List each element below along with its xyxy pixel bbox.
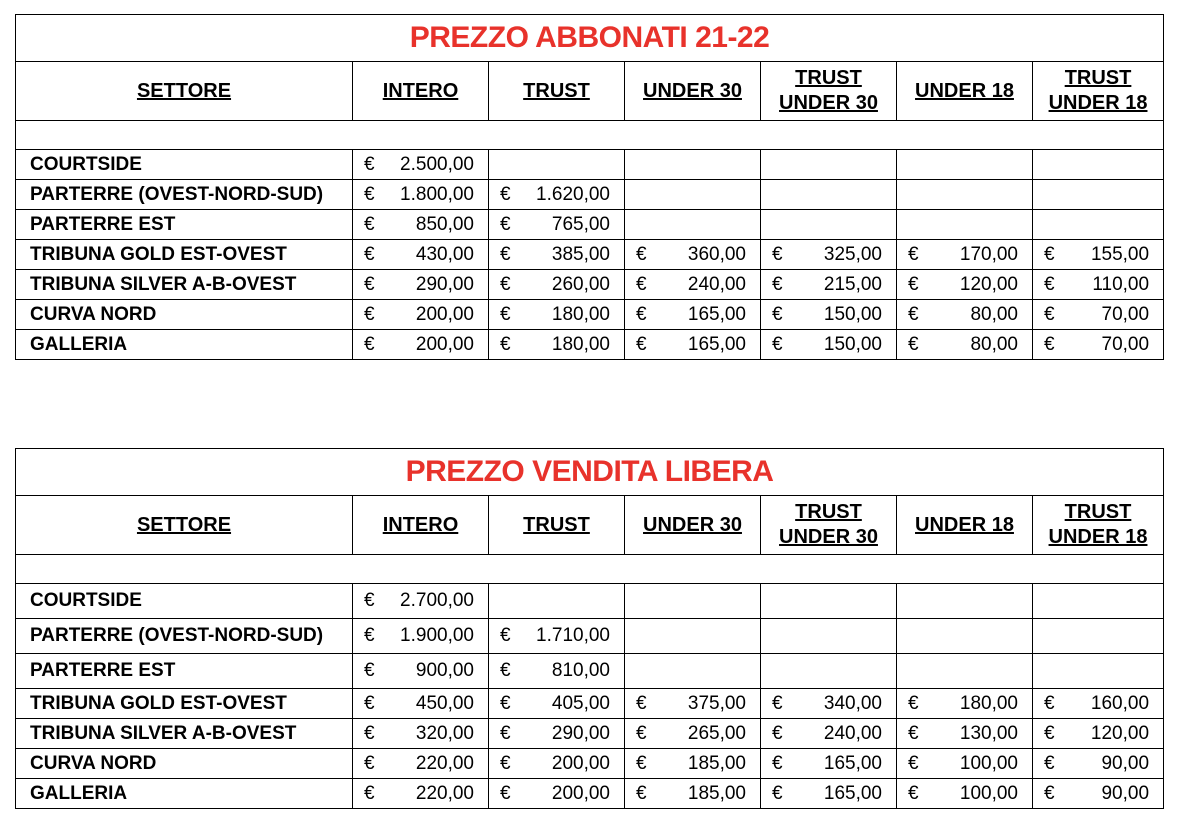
- price-amount: 765,00: [551, 213, 610, 235]
- price-amount: 200,00: [415, 333, 474, 355]
- table-row: [16, 749, 1164, 779]
- price-cell-intero: [353, 150, 489, 180]
- price-cell-trust-under-18: [1033, 240, 1164, 270]
- price-amount: 165,00: [823, 752, 882, 774]
- price-amount: 360,00: [687, 243, 746, 265]
- price-cell-under-30: [625, 749, 761, 779]
- price-cell-under-18: [897, 619, 1033, 654]
- euro-symbol: €: [1044, 243, 1055, 265]
- price-amount: 430,00: [415, 243, 474, 265]
- euro-symbol: €: [364, 243, 375, 265]
- price-cell-trust-under-30: [761, 749, 897, 779]
- price-cell-under-30: [625, 619, 761, 654]
- price-cell-trust-under-30: [761, 270, 897, 300]
- price-amount: 90,00: [1101, 752, 1150, 774]
- sector-name: TRIBUNA SILVER A-B-OVEST: [16, 719, 353, 749]
- price-amount: 90,00: [1101, 782, 1150, 804]
- euro-symbol: €: [1044, 722, 1055, 744]
- price-cell-trust: [489, 180, 625, 210]
- euro-symbol: €: [500, 243, 511, 265]
- price-cell-trust-under-18: [1033, 689, 1164, 719]
- euro-symbol: €: [908, 752, 919, 774]
- price-amount: 170,00: [959, 243, 1018, 265]
- price-cell-trust-under-18: [1033, 300, 1164, 330]
- price-cell-under-30: [625, 300, 761, 330]
- price-amount: 1.710,00: [536, 625, 610, 646]
- table-row: [16, 619, 1164, 654]
- price-cell-intero: [353, 330, 489, 360]
- subscriber-price-table: [15, 14, 1164, 360]
- price-amount: 165,00: [687, 333, 746, 355]
- sector-name: PARTERRE (OVEST-NORD-SUD): [16, 180, 353, 210]
- price-cell-trust-under-18: [1033, 210, 1164, 240]
- price-cell-trust: [489, 619, 625, 654]
- price-cell-trust-under-18: [1033, 749, 1164, 779]
- price-cell-trust-under-18: [1033, 180, 1164, 210]
- price-amount: 70,00: [1101, 303, 1150, 325]
- price-cell-trust: [489, 270, 625, 300]
- price-cell-trust: [489, 654, 625, 689]
- price-cell-under-30: [625, 779, 761, 809]
- column-header-sector: SETTORE: [16, 62, 353, 121]
- column-header-row: [16, 62, 1164, 121]
- euro-symbol: €: [500, 692, 511, 714]
- price-cell-intero: [353, 779, 489, 809]
- euro-symbol: €: [364, 333, 375, 355]
- euro-symbol: €: [908, 273, 919, 295]
- price-cell-under-18: [897, 150, 1033, 180]
- price-cell-trust: [489, 779, 625, 809]
- price-amount: 2.500,00: [400, 153, 474, 175]
- column-header-under-18: UNDER 18: [897, 496, 1033, 555]
- price-amount: 220,00: [415, 752, 474, 774]
- price-cell-trust-under-18: [1033, 330, 1164, 360]
- price-amount: 200,00: [551, 782, 610, 804]
- sector-name: CURVA NORD: [16, 300, 353, 330]
- euro-symbol: €: [364, 692, 375, 714]
- column-header-intero: INTERO: [353, 62, 489, 121]
- price-cell-intero: [353, 654, 489, 689]
- price-cell-under-18: [897, 584, 1033, 619]
- price-cell-under-18: [897, 300, 1033, 330]
- price-cell-trust-under-30: [761, 719, 897, 749]
- price-cell-trust-under-30: [761, 654, 897, 689]
- euro-symbol: €: [908, 782, 919, 804]
- column-header-sector: SETTORE: [16, 496, 353, 555]
- price-amount: 1.900,00: [400, 625, 474, 646]
- euro-symbol: €: [500, 183, 511, 205]
- price-cell-under-30: [625, 654, 761, 689]
- price-cell-under-18: [897, 240, 1033, 270]
- price-cell-trust-under-30: [761, 180, 897, 210]
- column-header-trust-under-30: TRUST UNDER 30: [761, 496, 897, 555]
- price-cell-under-18: [897, 270, 1033, 300]
- price-amount: 100,00: [959, 782, 1018, 804]
- price-cell-under-30: [625, 330, 761, 360]
- price-amount: 80,00: [970, 333, 1018, 355]
- euro-symbol: €: [364, 590, 375, 611]
- euro-symbol: €: [908, 333, 919, 355]
- table-row: [16, 584, 1164, 619]
- euro-symbol: €: [364, 625, 375, 646]
- euro-symbol: €: [364, 273, 375, 295]
- euro-symbol: €: [1044, 333, 1055, 355]
- price-amount: 265,00: [687, 722, 746, 744]
- price-amount: 80,00: [970, 303, 1018, 325]
- price-cell-trust: [489, 240, 625, 270]
- price-cell-trust-under-30: [761, 779, 897, 809]
- price-amount: 130,00: [959, 722, 1018, 744]
- price-cell-under-30: [625, 180, 761, 210]
- sector-name: TRIBUNA GOLD EST-OVEST: [16, 689, 353, 719]
- euro-symbol: €: [364, 722, 375, 744]
- euro-symbol: €: [364, 303, 375, 325]
- price-amount: 185,00: [687, 782, 746, 804]
- column-header-trust-under-18: TRUST UNDER 18: [1033, 62, 1164, 121]
- price-amount: 200,00: [551, 752, 610, 774]
- euro-symbol: €: [636, 722, 647, 744]
- price-cell-trust-under-30: [761, 240, 897, 270]
- price-cell-under-18: [897, 719, 1033, 749]
- price-cell-intero: [353, 180, 489, 210]
- euro-symbol: €: [364, 782, 375, 804]
- column-header-under-18: UNDER 18: [897, 62, 1033, 121]
- table-row: [16, 210, 1164, 240]
- sector-name: GALLERIA: [16, 330, 353, 360]
- price-cell-trust: [489, 150, 625, 180]
- sector-name: PARTERRE (OVEST-NORD-SUD): [16, 619, 353, 654]
- price-amount: 180,00: [551, 303, 610, 325]
- price-amount: 165,00: [687, 303, 746, 325]
- column-header-trust: TRUST: [489, 496, 625, 555]
- price-cell-trust-under-18: [1033, 270, 1164, 300]
- spacer-row: [16, 121, 1164, 150]
- euro-symbol: €: [500, 660, 511, 681]
- spacer-row: [16, 555, 1164, 584]
- price-cell-under-30: [625, 584, 761, 619]
- price-amount: 1.620,00: [536, 183, 610, 205]
- price-amount: 155,00: [1090, 243, 1150, 265]
- euro-symbol: €: [908, 722, 919, 744]
- table-row: [16, 719, 1164, 749]
- euro-symbol: €: [908, 243, 919, 265]
- euro-symbol: €: [364, 752, 375, 774]
- price-cell-trust-under-30: [761, 150, 897, 180]
- price-amount: 340,00: [823, 692, 882, 714]
- euro-symbol: €: [636, 752, 647, 774]
- table-row: [16, 180, 1164, 210]
- price-cell-trust: [489, 584, 625, 619]
- euro-symbol: €: [636, 692, 647, 714]
- price-cell-intero: [353, 689, 489, 719]
- sector-name: GALLERIA: [16, 779, 353, 809]
- sector-name: COURTSIDE: [16, 150, 353, 180]
- euro-symbol: €: [1044, 273, 1055, 295]
- price-amount: 150,00: [823, 333, 882, 355]
- sector-name: CURVA NORD: [16, 749, 353, 779]
- price-amount: 160,00: [1090, 692, 1150, 714]
- price-amount: 450,00: [415, 692, 474, 714]
- euro-symbol: €: [500, 782, 511, 804]
- price-cell-under-18: [897, 210, 1033, 240]
- price-amount: 290,00: [551, 722, 610, 744]
- price-amount: 180,00: [959, 692, 1018, 714]
- table-row: [16, 270, 1164, 300]
- price-amount: 120,00: [1090, 722, 1150, 744]
- euro-symbol: €: [500, 273, 511, 295]
- price-cell-trust: [489, 749, 625, 779]
- price-cell-under-18: [897, 180, 1033, 210]
- euro-symbol: €: [500, 333, 511, 355]
- price-cell-intero: [353, 619, 489, 654]
- column-header-trust-under-18: TRUST UNDER 18: [1033, 496, 1164, 555]
- euro-symbol: €: [1044, 752, 1055, 774]
- price-amount: 405,00: [551, 692, 610, 714]
- column-header-row: [16, 496, 1164, 555]
- euro-symbol: €: [636, 273, 647, 295]
- price-cell-under-30: [625, 210, 761, 240]
- price-amount: 850,00: [415, 213, 474, 235]
- price-cell-trust-under-30: [761, 689, 897, 719]
- sector-name: TRIBUNA GOLD EST-OVEST: [16, 240, 353, 270]
- price-amount: 220,00: [415, 782, 474, 804]
- table-row: [16, 654, 1164, 689]
- price-amount: 385,00: [551, 243, 610, 265]
- price-amount: 240,00: [687, 273, 746, 295]
- price-amount: 260,00: [551, 273, 610, 295]
- sector-name: PARTERRE EST: [16, 654, 353, 689]
- table-title: PREZZO VENDITA LIBERA: [16, 449, 1164, 496]
- table-row: [16, 300, 1164, 330]
- price-cell-trust-under-30: [761, 210, 897, 240]
- price-amount: 110,00: [1092, 273, 1150, 295]
- price-amount: 150,00: [823, 303, 882, 325]
- price-cell-intero: [353, 584, 489, 619]
- euro-symbol: €: [500, 303, 511, 325]
- euro-symbol: €: [908, 303, 919, 325]
- price-cell-trust: [489, 719, 625, 749]
- euro-symbol: €: [772, 243, 783, 265]
- table-row: [16, 689, 1164, 719]
- table-row: [16, 330, 1164, 360]
- price-amount: 100,00: [959, 752, 1018, 774]
- price-cell-under-18: [897, 654, 1033, 689]
- price-cell-trust-under-18: [1033, 654, 1164, 689]
- euro-symbol: €: [364, 153, 375, 175]
- euro-symbol: €: [636, 243, 647, 265]
- price-cell-trust-under-30: [761, 300, 897, 330]
- table-row: [16, 240, 1164, 270]
- euro-symbol: €: [772, 782, 783, 804]
- price-cell-under-18: [897, 749, 1033, 779]
- price-cell-under-30: [625, 150, 761, 180]
- euro-symbol: €: [772, 333, 783, 355]
- table-title: PREZZO ABBONATI 21-22: [16, 15, 1164, 62]
- price-cell-under-18: [897, 330, 1033, 360]
- free-sale-price-table: [15, 448, 1164, 809]
- euro-symbol: €: [772, 722, 783, 744]
- price-cell-under-30: [625, 719, 761, 749]
- table-row: [16, 150, 1164, 180]
- euro-symbol: €: [636, 333, 647, 355]
- price-amount: 200,00: [415, 303, 474, 325]
- column-header-under-30: UNDER 30: [625, 62, 761, 121]
- euro-symbol: €: [772, 303, 783, 325]
- price-cell-trust-under-18: [1033, 584, 1164, 619]
- price-cell-trust-under-18: [1033, 619, 1164, 654]
- euro-symbol: €: [636, 782, 647, 804]
- price-amount: 165,00: [823, 782, 882, 804]
- price-amount: 900,00: [415, 660, 474, 681]
- price-amount: 215,00: [823, 273, 882, 295]
- euro-symbol: €: [772, 692, 783, 714]
- euro-symbol: €: [1044, 303, 1055, 325]
- euro-symbol: €: [500, 722, 511, 744]
- price-amount: 240,00: [823, 722, 882, 744]
- price-cell-under-30: [625, 240, 761, 270]
- euro-symbol: €: [772, 273, 783, 295]
- euro-symbol: €: [364, 660, 375, 681]
- column-header-under-30: UNDER 30: [625, 496, 761, 555]
- price-cell-under-30: [625, 270, 761, 300]
- euro-symbol: €: [772, 752, 783, 774]
- column-header-trust-under-30: TRUST UNDER 30: [761, 62, 897, 121]
- price-cell-under-30: [625, 689, 761, 719]
- table-row: [16, 779, 1164, 809]
- euro-symbol: €: [500, 213, 511, 235]
- price-cell-under-18: [897, 779, 1033, 809]
- price-amount: 375,00: [687, 692, 746, 714]
- euro-symbol: €: [364, 183, 375, 205]
- price-cell-trust-under-30: [761, 584, 897, 619]
- price-amount: 320,00: [415, 722, 474, 744]
- price-cell-intero: [353, 300, 489, 330]
- price-amount: 185,00: [687, 752, 746, 774]
- price-cell-trust: [489, 330, 625, 360]
- price-cell-trust-under-18: [1033, 150, 1164, 180]
- sector-name: TRIBUNA SILVER A-B-OVEST: [16, 270, 353, 300]
- price-cell-trust-under-18: [1033, 719, 1164, 749]
- euro-symbol: €: [636, 303, 647, 325]
- price-cell-intero: [353, 719, 489, 749]
- euro-symbol: €: [1044, 692, 1055, 714]
- price-amount: 1.800,00: [400, 183, 474, 205]
- price-cell-trust: [489, 210, 625, 240]
- sector-name: COURTSIDE: [16, 584, 353, 619]
- price-cell-intero: [353, 270, 489, 300]
- euro-symbol: €: [1044, 782, 1055, 804]
- price-cell-intero: [353, 240, 489, 270]
- euro-symbol: €: [500, 752, 511, 774]
- price-cell-trust-under-18: [1033, 779, 1164, 809]
- sector-name: PARTERRE EST: [16, 210, 353, 240]
- price-amount: 325,00: [823, 243, 882, 265]
- price-cell-trust: [489, 689, 625, 719]
- euro-symbol: €: [908, 692, 919, 714]
- price-amount: 810,00: [551, 660, 610, 681]
- price-amount: 180,00: [551, 333, 610, 355]
- euro-symbol: €: [364, 213, 375, 235]
- column-header-intero: INTERO: [353, 496, 489, 555]
- price-amount: 120,00: [959, 273, 1018, 295]
- price-cell-intero: [353, 749, 489, 779]
- column-header-trust: TRUST: [489, 62, 625, 121]
- euro-symbol: €: [500, 625, 511, 646]
- price-amount: 2.700,00: [400, 590, 474, 611]
- price-amount: 70,00: [1101, 333, 1150, 355]
- price-amount: 290,00: [415, 273, 474, 295]
- price-cell-intero: [353, 210, 489, 240]
- price-cell-trust-under-30: [761, 330, 897, 360]
- price-cell-trust-under-30: [761, 619, 897, 654]
- price-cell-trust: [489, 300, 625, 330]
- price-cell-under-18: [897, 689, 1033, 719]
